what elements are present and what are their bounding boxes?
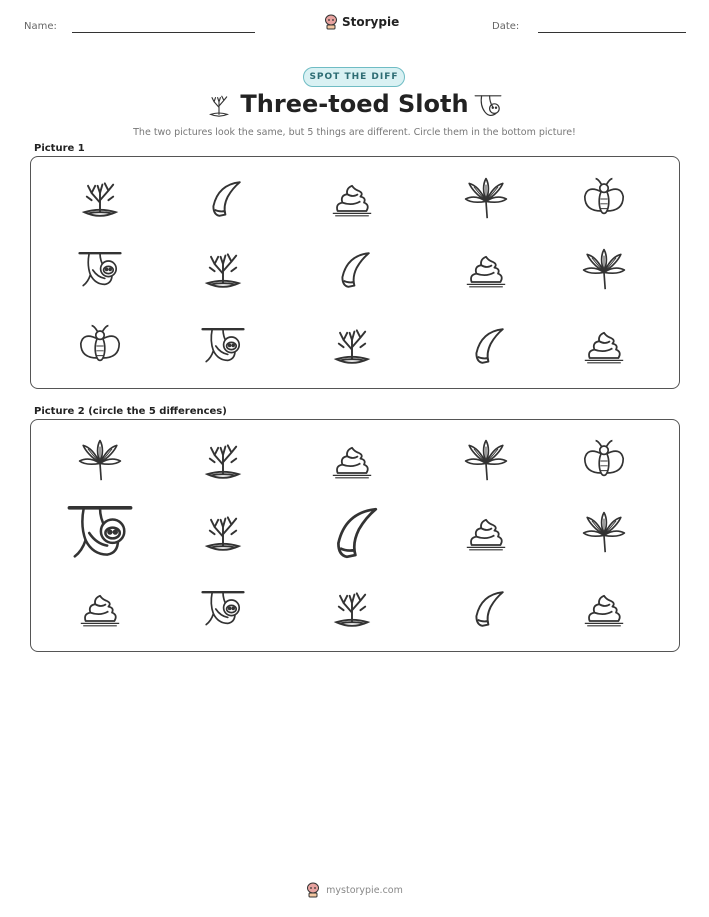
picture-2-label: Picture 2 (circle the 5 differences): [34, 406, 227, 417]
sloth-icon: [64, 497, 136, 569]
picture-1-poop-item: [580, 322, 628, 370]
picture-1-moth-item: [580, 175, 628, 223]
picture-2-coral-item[interactable]: [199, 509, 247, 557]
coral-icon: [76, 175, 124, 223]
picture-1-coral-item: [328, 322, 376, 370]
picture-2-moth-item[interactable]: [580, 437, 628, 485]
brand-name: Storypie: [342, 15, 400, 29]
picture-1-coral-item: [76, 175, 124, 223]
claw-icon: [328, 246, 376, 294]
leaf-icon: [462, 437, 510, 485]
instructions: The two pictures look the same, but 5 things are different. Circle them in the bottom picture!: [133, 127, 576, 138]
sloth-icon: [199, 585, 247, 633]
poop-icon: [328, 437, 376, 485]
coral-icon: [199, 246, 247, 294]
picture-1-coral-item: [199, 246, 247, 294]
picture-1-moth-item: [76, 322, 124, 370]
spot-the-diff-badge: SPOT THE DIFF: [303, 67, 405, 87]
footer-site: mystorypie.com: [326, 884, 403, 896]
picture-2-sloth-item[interactable]: [199, 585, 247, 633]
leaf-icon: [580, 509, 628, 557]
poop-icon: [328, 175, 376, 223]
picture-2-sloth-item[interactable]: [64, 497, 136, 569]
picture-1-label: Picture 1: [34, 143, 85, 154]
picture-2-leaf-item[interactable]: [580, 509, 628, 557]
name-label: Name:: [24, 21, 57, 32]
coral-icon: [328, 322, 376, 370]
moth-icon: [580, 437, 628, 485]
coral-icon: [328, 585, 376, 633]
poop-icon: [76, 585, 124, 633]
coral-icon: [199, 437, 247, 485]
storypie-mascot-icon: [306, 882, 320, 898]
picture-2-coral-item[interactable]: [328, 585, 376, 633]
claw-icon: [462, 322, 510, 370]
picture-1-sloth-item: [199, 322, 247, 370]
page-title: Three-toed Sloth: [240, 90, 469, 118]
leaf-icon: [462, 175, 510, 223]
picture-2-poop-item[interactable]: [462, 509, 510, 557]
coral-icon: [199, 509, 247, 557]
poop-icon: [580, 322, 628, 370]
picture-2-poop-item[interactable]: [76, 585, 124, 633]
poop-icon: [462, 509, 510, 557]
leaf-icon: [580, 246, 628, 294]
picture-1-claw-item: [462, 322, 510, 370]
picture-2-poop-item[interactable]: [328, 437, 376, 485]
claw-icon: [318, 499, 386, 567]
picture-2-claw-item[interactable]: [462, 585, 510, 633]
picture-2-coral-item[interactable]: [199, 437, 247, 485]
date-label: Date:: [492, 21, 520, 32]
moth-icon: [580, 175, 628, 223]
picture-1-claw-item: [328, 246, 376, 294]
picture-1-sloth-item: [76, 246, 124, 294]
sloth-icon: [76, 246, 124, 294]
claw-icon: [199, 175, 247, 223]
picture-2-leaf-item[interactable]: [462, 437, 510, 485]
claw-icon: [462, 585, 510, 633]
poop-icon: [462, 246, 510, 294]
picture-2-leaf-item[interactable]: [76, 437, 124, 485]
poop-icon: [580, 585, 628, 633]
picture-1-poop-item: [462, 246, 510, 294]
picture-1-leaf-item: [580, 246, 628, 294]
picture-2-claw-item[interactable]: [318, 499, 386, 567]
picture-1-poop-item: [328, 175, 376, 223]
moth-icon: [76, 322, 124, 370]
picture-1-claw-item: [199, 175, 247, 223]
picture-1-leaf-item: [462, 175, 510, 223]
sloth-icon: [199, 322, 247, 370]
leaf-icon: [76, 437, 124, 485]
footer: [0, 882, 709, 898]
picture-2-poop-item[interactable]: [580, 585, 628, 633]
